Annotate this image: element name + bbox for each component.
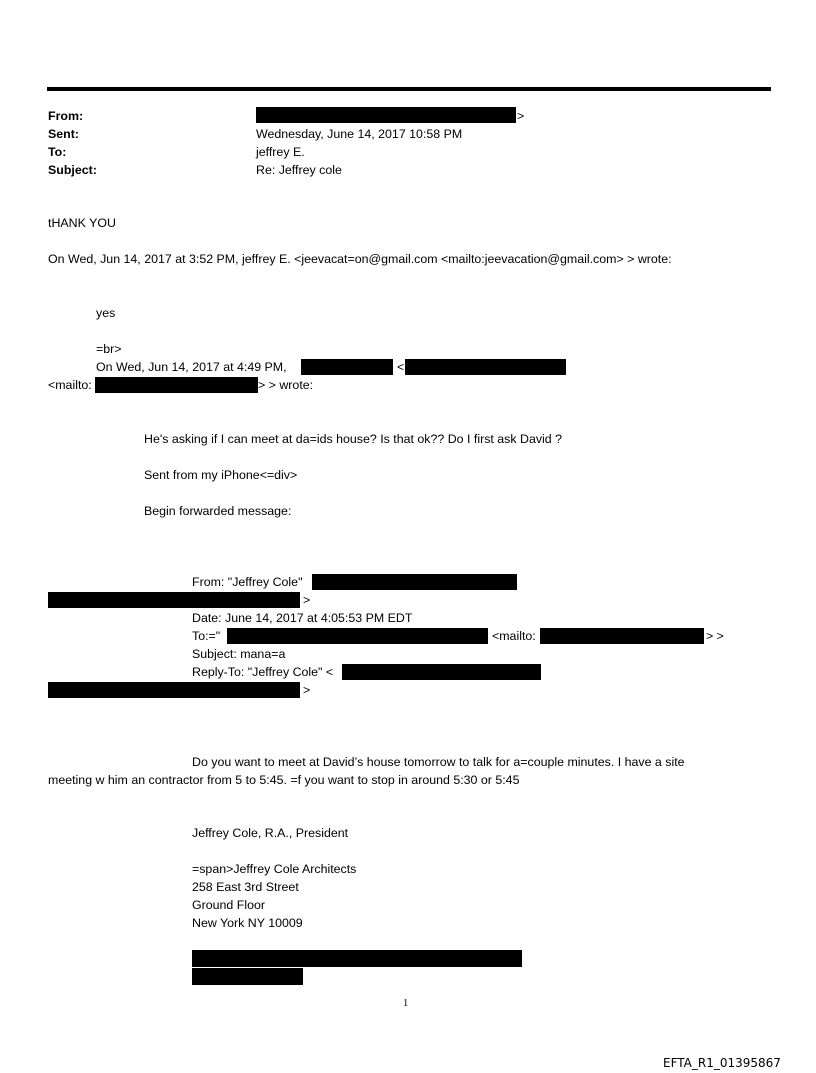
to-label: To:	[48, 145, 67, 159]
redaction-signature-2	[192, 968, 303, 985]
redaction-fwd-replyto	[342, 664, 541, 680]
document-id: EFTA_R1_01395867	[663, 1056, 781, 1070]
fwd-from: From: "Jeffrey Cole"	[192, 575, 303, 589]
fwd-replyto-gt: >	[303, 683, 311, 697]
redaction-from	[256, 107, 516, 123]
message-line-1: Do you want to meet at David’s house tomorrow to talk for a=couple minutes. I have a site	[192, 755, 685, 769]
fwd-replyto: Reply-To: "Jeffrey Cole" <	[192, 665, 334, 679]
fwd-to-mailto: <mailto:	[492, 629, 536, 643]
br-tag: =br>	[96, 342, 122, 356]
line-begin-forwarded: Begin forwarded message:	[144, 504, 292, 518]
reply2-intro: On Wed, Jun 14, 2017 at 4:49 PM,	[96, 360, 287, 374]
fwd-from-gt: >	[303, 593, 311, 607]
from-suffix: >	[517, 109, 525, 123]
header-rule	[47, 87, 771, 91]
subject-value: Re: Jeffrey cole	[256, 163, 342, 177]
quote-intro: On Wed, Jun 14, 2017 at 3:52 PM, jeffrey E. <jeevacat=on@gmail.com <mailto:jeevacation@gmail.com> > wrote:	[48, 252, 672, 266]
fwd-date: Date: June 14, 2017 at 4:05:53 PM EDT	[192, 611, 413, 625]
greeting: tHANK YOU	[48, 216, 116, 230]
from-label: From:	[48, 109, 84, 123]
redaction-reply2-name	[301, 359, 393, 375]
reply-yes: yes	[96, 306, 116, 320]
redaction-reply2-email	[405, 359, 566, 375]
signature-name: Jeffrey Cole, R.A., President	[192, 826, 349, 840]
redaction-fwd-to-mailto	[540, 628, 704, 644]
redaction-fwd-from-2	[48, 592, 300, 608]
fwd-to-end: > >	[706, 629, 724, 643]
sent-value: Wednesday, June 14, 2017 10:58 PM	[256, 127, 463, 141]
signature-floor: Ground Floor	[192, 898, 266, 912]
signature-city: New York NY 10009	[192, 916, 303, 930]
to-value: jeffrey E.	[256, 145, 305, 159]
reply2-wrote: > > wrote:	[258, 378, 314, 392]
redaction-signature-1	[192, 950, 522, 967]
redaction-fwd-replyto-2	[48, 682, 300, 698]
reply2-mailto: <mailto:	[48, 378, 92, 392]
fwd-to: To:="	[192, 629, 221, 643]
message-line-2: meeting w him an contractor from 5 to 5:45. =f you want to stop in around 5:30 or 5:45	[48, 773, 520, 787]
line-sent-from: Sent from my iPhone<=div>	[144, 468, 298, 482]
line-asking: He's asking if I can meet at da=ids house? Is that ok?? Do I first ask David ?	[144, 432, 563, 446]
page-number: 1	[403, 998, 409, 1009]
signature-firm: =span>Jeffrey Cole Architects	[192, 862, 357, 876]
fwd-subject: Subject: mana=a	[192, 647, 286, 661]
reply2-lt: <	[397, 360, 405, 374]
redaction-fwd-from	[312, 574, 517, 590]
subject-label: Subject:	[48, 163, 97, 177]
signature-street: 258 East 3rd Street	[192, 880, 299, 894]
redaction-reply2-mailto	[95, 377, 258, 393]
redaction-fwd-to	[227, 628, 488, 644]
sent-label: Sent:	[48, 127, 79, 141]
